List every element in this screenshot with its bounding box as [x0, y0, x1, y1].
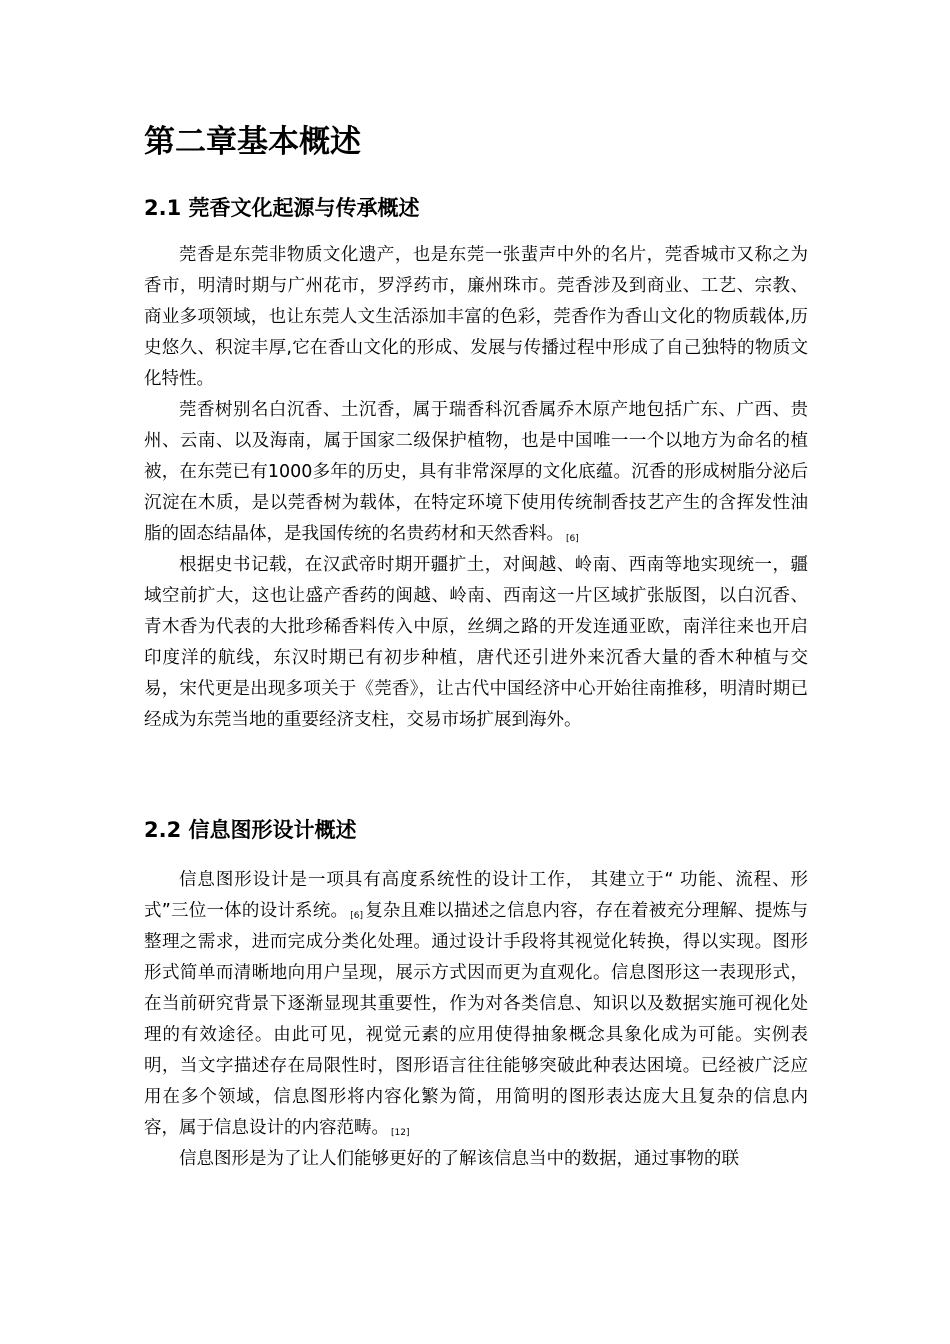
paragraph: [144, 1144, 808, 1175]
paragraph-text: 信息图形是为了让人们能够更好的了解该信息当中的数据，通过事物的联: [179, 1149, 739, 1169]
paragraph-text: 复杂且难以描述之信息内容，存在着被充分理解、提炼与整理之需求，进而完成分类化处理。通过设计手段将其视觉化转换，得以实现。图形形式简单而清晰地向用户呈现，展示方式因而更为直观化。信息图形这一表现形式，在当前研究背景下逐渐显现其重要性，作为对各类信息、知识以及数据实施可视化处理的有效途径。由此可见，视觉元素的应用使得抽象概念具象化成为可能。实例表明，当文字描述存在局限性时，图形语言往往能够突破此种表达困境。已经被广泛应用在多个领域，信息图形将内容化繁为简，用简明的图形表达庞大且复杂的信息内容，属于信息设计的内容范畴。: [144, 901, 808, 1138]
section-heading-2-1: 2.1 莞香文化起源与传承概述: [144, 196, 420, 220]
section-heading-2-2: 2.2 信息图形设计概述: [144, 818, 357, 842]
paragraph-text: 莞香是东莞非物质文化遗产，也是东莞一张蜚声中外的名片，莞香城市又称之为香市，明清时期与广州花市，罗浮药市，廉州珠市。莞香涉及到商业、工艺、宗教、商业多项领域，也让东莞人文生活添加丰富的色彩，莞香作为香山文化的物质载体,历史悠久、积淀丰厚,它在香山文化的形成、发展与传播过程中形成了自己独特的物质文化特性。: [144, 245, 808, 389]
paragraph-text: 根据史书记载，在汉武帝时期开疆扩土，对闽越、岭南、西南等地实现统一，疆域空前扩大，这也让盛产香药的闽越、岭南、西南这一片区域扩张版图，以白沉香、青木香为代表的大批珍稀香料传入中原，丝绸之路的开发连通亚欧，南洋往来也开启印度洋的航线，东汉时期已有初步种植，唐代还引进外来沉香大量的香木种植与交易，宋代更是出现多项关于《莞香》，让古代中国经济中心开始往南推移，明清时期已经成为东莞当地的重要经济支柱，交易市场扩展到海外。: [144, 555, 808, 730]
paragraph-text: 莞香树别名白沉香、土沉香，属于瑞香科沉香属乔木原产地包括广东、广西、贵州、云南、以及海南，属于国家二级保护植物，也是中国唯一一个以地方为命名的植被，在东莞已有1000多年的历史，具有非常深厚的文化底蕴。沉香的形成树脂分泌后沉淀在木质，是以莞香树为载体，在特定环境下使用传统制香技艺产生的含挥发性油脂的固态结晶体，是我国传统的名贵药材和天然香料。: [144, 400, 808, 544]
paragraph-text: 信息图形设计是一项具有高度系统性的设计工作， 其建立于“ 功能、流程、形式”三位一体的设计系统。: [144, 870, 808, 921]
section-body-2-1: [144, 240, 808, 736]
citation-ref: [6]: [566, 534, 579, 544]
paragraph: [144, 240, 808, 395]
citation-ref: [12]: [391, 1128, 410, 1138]
citation-ref: [6]: [350, 911, 363, 921]
paragraph: [144, 865, 808, 1144]
paragraph: [144, 395, 808, 550]
paragraph: [144, 550, 808, 736]
chapter-title: 第二章基本概述: [144, 124, 361, 160]
section-body-2-2: [144, 865, 808, 1175]
